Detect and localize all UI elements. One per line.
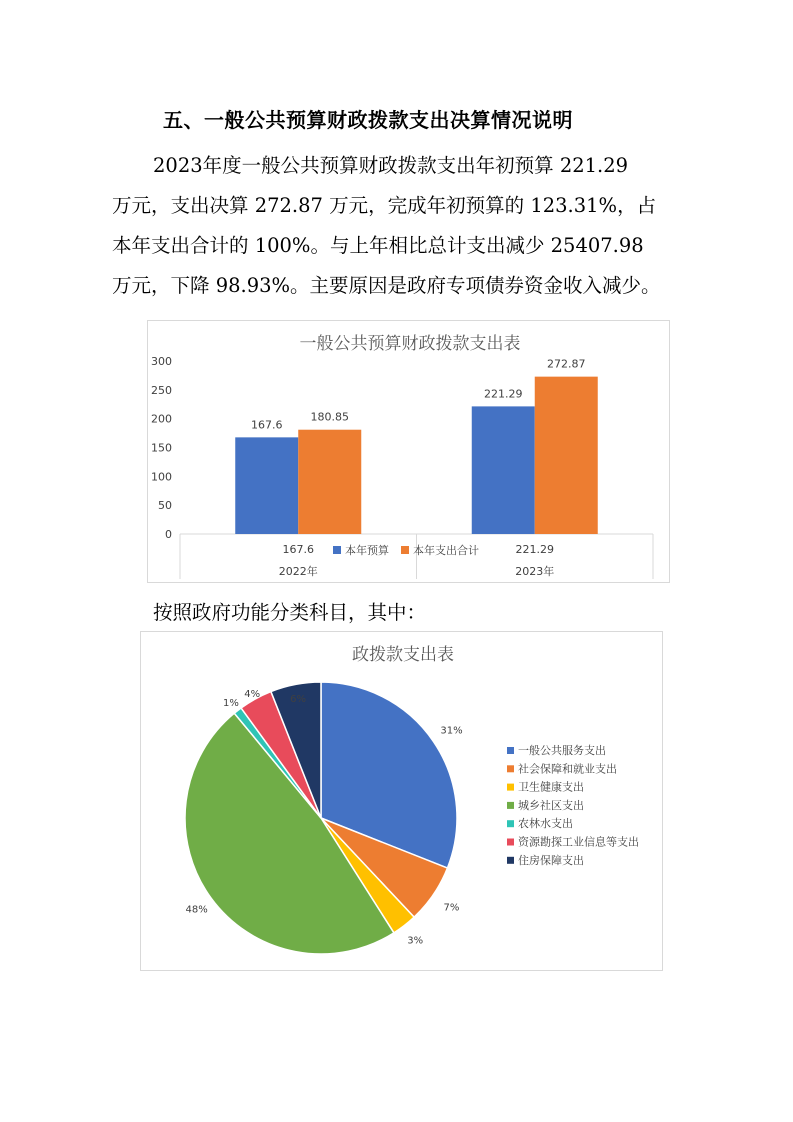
- y-tick-label: 300: [151, 355, 172, 368]
- pie-data-label: 4%: [244, 688, 261, 700]
- legend-label: 资源勘探工业信息等支出: [518, 835, 639, 849]
- category-label: 2022年: [278, 565, 318, 578]
- legend-swatch: [333, 546, 341, 554]
- legend-label: 卫生健康支出: [518, 780, 584, 794]
- legend-swatch: [507, 839, 514, 846]
- legend-label: 住房保障支出: [518, 853, 584, 867]
- y-tick-label: 100: [151, 470, 172, 484]
- legend-swatch: [507, 784, 514, 791]
- section-intro: 按照政府功能分类科目，其中：: [153, 601, 427, 624]
- legend-label: 城乡社区支出: [518, 798, 584, 812]
- bar-data-label: 180.85: [310, 410, 349, 424]
- y-tick-label: 250: [151, 383, 172, 397]
- bar-data-label: 167.6: [251, 418, 283, 432]
- legend-swatch: [507, 765, 514, 772]
- legend-swatch: [507, 820, 514, 827]
- table-value: 221.29: [515, 543, 554, 556]
- bar-chart-title: 一般公共预算财政拨款支出表: [299, 334, 521, 354]
- bar-chart-frame: [147, 320, 670, 583]
- category-label: 2023年: [515, 565, 555, 578]
- bar-data-label: 221.29: [484, 387, 523, 401]
- paragraph-line-1: 2023年度一般公共预算财政拨款支出年初预算 221.29: [153, 154, 629, 177]
- paragraph-line-3: 本年支出合计的 100%。与上年相比总计支出减少 25407.98: [112, 234, 644, 257]
- legend-swatch: [507, 857, 514, 864]
- bar-data-label: 272.87: [547, 357, 586, 371]
- legend-swatch: [507, 747, 514, 754]
- legend-swatch: [507, 802, 514, 809]
- y-tick-label: 50: [158, 499, 172, 513]
- paragraph-line-2: 万元，支出决算 272.87 万元，完成年初预算的 123.31%，占: [112, 194, 657, 217]
- legend-label: 本年预算: [345, 544, 389, 557]
- legend-label: 社会保障和就业支出: [518, 762, 617, 776]
- legend-label: 一般公共服务支出: [518, 744, 606, 757]
- pie-chart-frame: [140, 631, 663, 971]
- bar-chart: [148, 321, 669, 582]
- y-tick-label: 0: [165, 528, 172, 541]
- legend-label: 本年支出合计: [413, 544, 479, 557]
- pie-data-label: 6%: [290, 693, 307, 705]
- paragraph-line-4: 万元，下降 98.93%。主要原因是政府专项债券资金收入减少。: [112, 274, 661, 297]
- legend-label: 农林水支出: [518, 817, 573, 831]
- pie-chart-title: 政拨款支出表: [352, 645, 454, 665]
- table-value: 167.6: [282, 543, 314, 556]
- bar-2-1: [472, 406, 535, 534]
- pie-data-label: 7%: [443, 902, 460, 914]
- pie-data-label: 3%: [407, 935, 424, 947]
- y-tick-label: 150: [151, 441, 172, 455]
- legend-swatch: [401, 546, 409, 554]
- pie-chart: [141, 632, 662, 970]
- bar-2-2: [535, 377, 598, 534]
- pie-data-label: 48%: [185, 904, 208, 916]
- y-tick-label: 200: [151, 412, 172, 426]
- bar-1-1: [235, 437, 298, 534]
- pie-data-label: 31%: [440, 725, 463, 737]
- pie-data-label: 1%: [223, 697, 239, 709]
- section-heading: 五、一般公共预算财政拨款支出决算情况说明: [163, 108, 573, 132]
- bar-1-2: [298, 430, 361, 534]
